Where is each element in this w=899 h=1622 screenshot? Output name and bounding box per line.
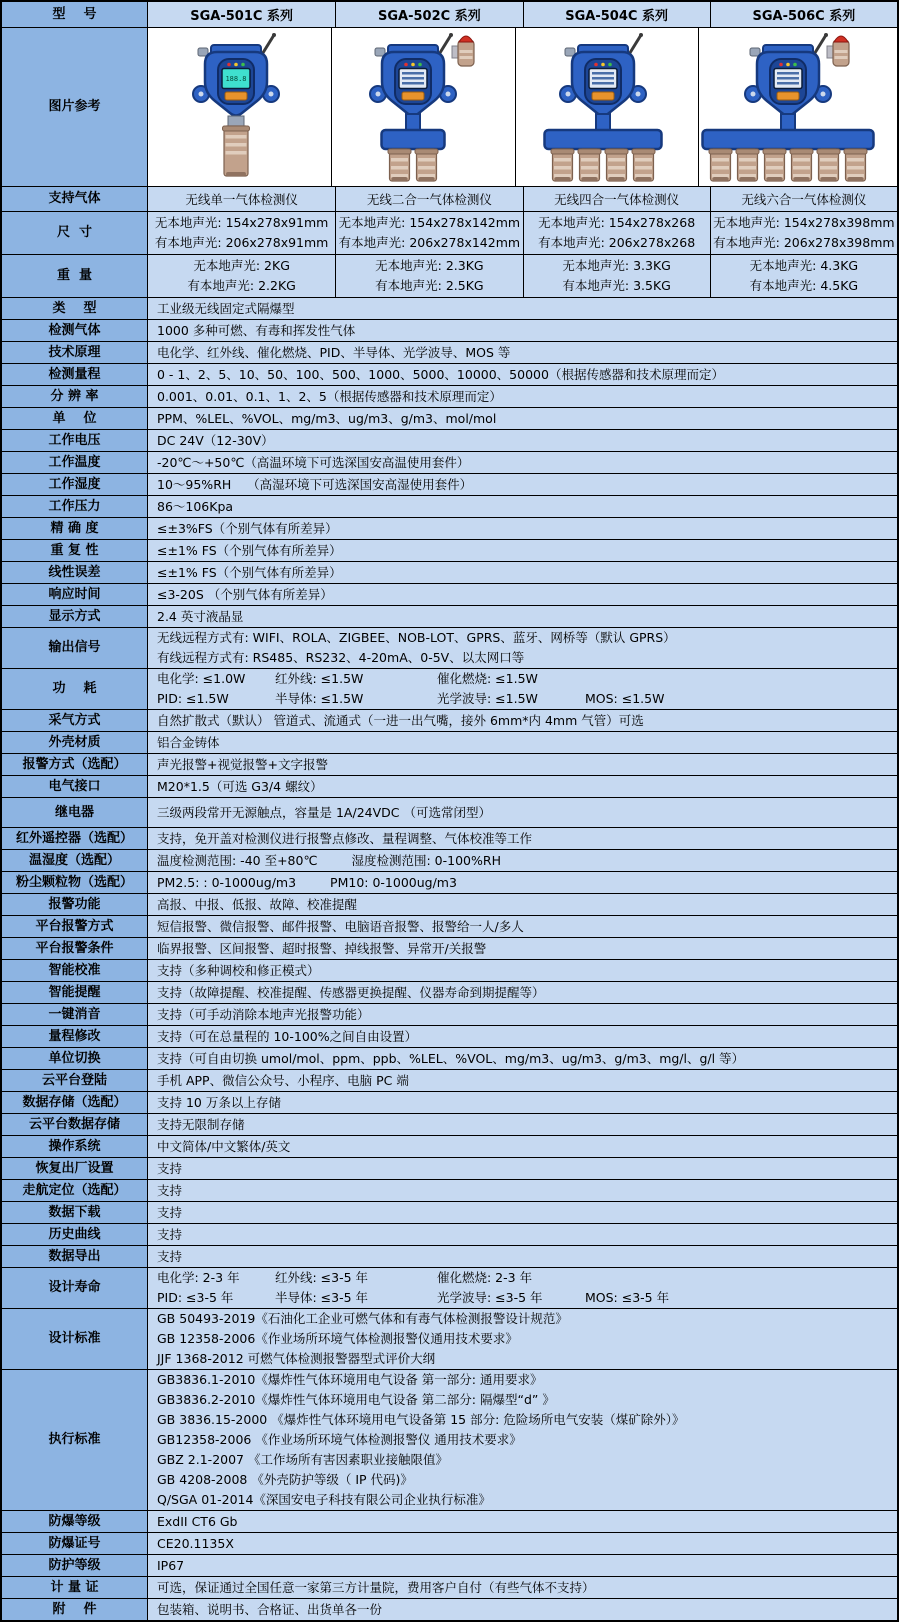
- value-line: [157, 1049, 897, 1069]
- row-power-consumption: [2, 668, 897, 709]
- value-line: [157, 585, 897, 605]
- device-image-sga-506c: [698, 28, 897, 186]
- row-type: [2, 297, 897, 319]
- row-resolution: [2, 385, 897, 407]
- value-line: [157, 409, 897, 429]
- value-line: 有本地声光: 206x278x142mm: [338, 235, 521, 250]
- value-text: 10～95%RH （高湿环境下可选深国安高湿使用套件）: [157, 476, 473, 492]
- row-label-relay: 继电器: [2, 798, 148, 827]
- value-text: GB 12358-2006《作业场所环境气体检测报警仪通用技术要求》: [157, 1331, 518, 1346]
- device-image-sga-504c: [515, 28, 698, 186]
- row-history-curve: [2, 1223, 897, 1245]
- value-text: 红外线: ≤3-5 年: [275, 1270, 369, 1285]
- value-line: [157, 1159, 897, 1179]
- row-data-storage: [2, 1091, 897, 1113]
- row-unit-switch: [2, 1047, 897, 1069]
- value-line: [157, 1203, 897, 1223]
- value-line: [157, 1027, 897, 1047]
- row-label-accuracy: 精 确 度: [2, 518, 148, 539]
- value-text: GB 3836.15-2000 《爆炸性气体环境用电气设备第 15 部分: 危险场所电气安装（煤矿除外）》: [157, 1412, 685, 1427]
- value-text: -20℃～+50℃（高温环境下可选深国安高温使用套件）: [157, 454, 470, 470]
- row-label-design-standard: 设计标准: [2, 1309, 148, 1369]
- row-accessories: [2, 1598, 897, 1620]
- row-label-metrology-cert: 计 量 证: [2, 1577, 148, 1598]
- row-label-unit-switch: 单位切换: [2, 1048, 148, 1069]
- value-line: 无本地声光: 154x278x268: [538, 215, 696, 230]
- value-text: 铝合金铸体: [157, 734, 220, 750]
- value-line: [157, 873, 897, 893]
- value-line: [157, 1470, 897, 1490]
- value-text: GB12358-2006 《作业场所环境气体检测报警仪 通用技术要求》: [157, 1432, 522, 1447]
- row-label-nav-positioning: 走航定位（选配）: [2, 1180, 148, 1201]
- value-text: 有线远程方式有: RS485、RS232、4-20mA、0-5V、以太网口等: [157, 650, 525, 665]
- row-label-type: 类 型: [2, 298, 148, 319]
- row-label-principle: 技术原理: [2, 342, 148, 363]
- model-value: [148, 212, 335, 254]
- row-label-explosion-proof-class: 防爆等级: [2, 1511, 148, 1532]
- model-value: [335, 255, 522, 297]
- value-line: [157, 1430, 897, 1450]
- row-smart-calibration: [2, 959, 897, 981]
- value-line: 无本地声光: 3.3KG: [562, 258, 671, 273]
- model-value: [710, 212, 897, 254]
- row-unit: [2, 407, 897, 429]
- value-line: [157, 1071, 897, 1091]
- value-text: GB3836.1-2010《爆炸性气体环境用电气设备 第一部分: 通用要求》: [157, 1372, 543, 1387]
- row-design-life: [2, 1267, 897, 1308]
- value-text: 支持: [157, 1182, 183, 1198]
- value-line: [157, 1288, 897, 1308]
- row-label-image-reference: 图片参考: [2, 28, 148, 186]
- value-text: 2.4 英寸液晶显: [157, 608, 244, 624]
- row-working-temperature: [2, 451, 897, 473]
- value-line: [157, 1349, 897, 1369]
- model-value: [148, 255, 335, 297]
- row-sampling-mode: [2, 709, 897, 731]
- value-line: 无本地声光: 154x278x398mm: [713, 215, 895, 230]
- value-text: PM2.5: : 0-1000ug/m3: [157, 874, 297, 890]
- value-line: 有本地声光: 3.5KG: [562, 278, 671, 293]
- value-text: CE20.1135X: [157, 1535, 234, 1551]
- value-line: [157, 939, 897, 959]
- row-label-power-consumption: 功 耗: [2, 669, 148, 709]
- value-text: 支持无限制存储: [157, 1116, 245, 1132]
- value-text: 临界报警、区间报警、超时报警、掉线报警、异常开/关报警: [157, 940, 487, 956]
- row-ir-remote: [2, 827, 897, 849]
- row-alarm-mode: [2, 753, 897, 775]
- row-label-smart-calibration: 智能校准: [2, 960, 148, 981]
- row-label-ip-rating: 防护等级: [2, 1555, 148, 1576]
- value-text: 支持: [157, 1248, 183, 1264]
- value-text: ≤±1% FS（个别气体有所差异）: [157, 542, 342, 558]
- value-line: [157, 453, 897, 473]
- value-line: 有本地声光: 206x278x91mm: [154, 235, 329, 250]
- value-line: [157, 431, 897, 451]
- value-line: [157, 755, 897, 775]
- row-working-humidity: [2, 473, 897, 495]
- value-text: M20*1.5（可选 G3/4 螺纹）: [157, 778, 323, 794]
- value-line: [157, 1005, 897, 1025]
- value-line: [157, 563, 897, 583]
- value-line: [157, 917, 897, 937]
- value-text: 工业级无线固定式隔爆型: [157, 300, 295, 316]
- value-text: 温度检测范围: -40 至+80℃: [157, 852, 318, 868]
- value-text: 支持，免开盖对检测仪进行报警点修改、量程调整、气体校准等工作: [157, 830, 533, 846]
- value-line: [157, 803, 897, 823]
- model-value: [335, 212, 522, 254]
- row-label-electrical-interface: 电气接口: [2, 776, 148, 797]
- row-label-linearity-error: 线性误差: [2, 562, 148, 583]
- value-line: [157, 1534, 897, 1554]
- row-label-history-curve: 历史曲线: [2, 1224, 148, 1245]
- value-text: ExdII CT6 Gb: [157, 1513, 238, 1529]
- value-line: [157, 1225, 897, 1245]
- row-label-display-mode: 显示方式: [2, 606, 148, 627]
- row-display-mode: [2, 605, 897, 627]
- value-text: 声光报警+视觉报警+文字报警: [157, 756, 328, 772]
- value-line: [157, 733, 897, 753]
- row-explosion-proof-class: [2, 1510, 897, 1532]
- value-text: 支持（可在总量程的 10-100%之间自由设置）: [157, 1028, 418, 1044]
- value-text: Q/SGA 01-2014《深国安电子科技有限公司企业执行标准》: [157, 1492, 491, 1507]
- value-line: [157, 365, 897, 385]
- device-illustration: [357, 32, 489, 182]
- value-text: 支持（可手动消除本地声光报警功能）: [157, 1006, 370, 1022]
- device-illustration: [521, 32, 693, 182]
- row-repeatability: [2, 539, 897, 561]
- row-label-platform-alarm-mode: 平台报警方式: [2, 916, 148, 937]
- value-line: [157, 1578, 897, 1598]
- row-electrical-interface: [2, 775, 897, 797]
- row-label-execution-standard: 执行标准: [2, 1370, 148, 1510]
- row-detected-gas: [2, 319, 897, 341]
- value-line: [157, 1115, 897, 1135]
- value-line: [157, 1329, 897, 1349]
- value-text: 支持: [157, 1160, 183, 1176]
- row-label-platform-alarm-condition: 平台报警条件: [2, 938, 148, 959]
- value-line: [157, 1309, 897, 1329]
- value-text: 电化学、红外线、催化燃烧、PID、半导体、光学波导、MOS 等: [157, 344, 511, 360]
- value-line: [157, 983, 897, 1003]
- value-line: [157, 851, 897, 871]
- row-label-data-export: 数据导出: [2, 1246, 148, 1267]
- model-value: 无线二合一气体检测仪: [335, 187, 522, 211]
- value-line: [157, 669, 897, 689]
- value-line: 有本地声光: 4.5KG: [749, 278, 859, 293]
- value-text: 半导体: ≤1.5W: [275, 691, 364, 706]
- row-platform-alarm-mode: [2, 915, 897, 937]
- value-line: [157, 628, 897, 648]
- value-line: 有本地声光: 206x278x268: [538, 235, 696, 250]
- row-label-output-signal: 输出信号: [2, 628, 148, 668]
- value-line: [157, 648, 897, 668]
- row-model: [2, 2, 897, 27]
- row-metrology-cert: [2, 1576, 897, 1598]
- model-header: SGA-502C 系列: [335, 2, 522, 27]
- model-header: SGA-504C 系列: [523, 2, 710, 27]
- row-label-cloud-login: 云平台登陆: [2, 1070, 148, 1091]
- row-label-working-pressure: 工作压力: [2, 496, 148, 517]
- row-explosion-proof-cert: [2, 1532, 897, 1554]
- row-label-explosion-proof-cert: 防爆证号: [2, 1533, 148, 1554]
- value-text: 可选，保证通过全国任意一家第三方计量院，费用客户自付（有些气体不支持）: [157, 1579, 595, 1595]
- row-data-download: [2, 1201, 897, 1223]
- model-value: 无线六合一气体检测仪: [710, 187, 897, 211]
- row-label-dust-particles: 粉尘颗粒物（选配）: [2, 872, 148, 893]
- value-text: GBZ 2.1-2007 《工作场所有害因素职业接触限值》: [157, 1452, 448, 1467]
- value-text: 催化燃烧: 2-3 年: [437, 1270, 533, 1285]
- row-label-cloud-storage: 云平台数据存储: [2, 1114, 148, 1135]
- model-header: SGA-501C 系列: [190, 9, 293, 24]
- value-text: IP67: [157, 1557, 185, 1573]
- row-label-working-voltage: 工作电压: [2, 430, 148, 451]
- value-text: 支持（可自由切换 umol/mol、ppm、ppb、%LEL、%VOL、mg/m3、ug/m3、g/m3、mg/l、g/l 等）: [157, 1050, 745, 1066]
- value-text: 光学波导: ≤1.5W: [437, 691, 538, 706]
- value-text: DC 24V（12-30V）: [157, 432, 274, 448]
- value-line: 无本地声光: 2.3KG: [375, 258, 484, 273]
- row-label-dimensions: 尺 寸: [2, 212, 148, 254]
- value-text: 无线远程方式有: WIFI、ROLA、ZIGBEE、NOB-LOT、GPRS、蓝牙、网桥等（默认 GPRS）: [157, 630, 676, 645]
- row-label-data-storage: 数据存储（选配）: [2, 1092, 148, 1113]
- row-label-alarm-mode: 报警方式（选配）: [2, 754, 148, 775]
- value-line: 有本地声光: 2.5KG: [375, 278, 484, 293]
- row-principle: [2, 341, 897, 363]
- row-factory-reset: [2, 1157, 897, 1179]
- row-accuracy: [2, 517, 897, 539]
- value-text: PID: ≤1.5W: [157, 691, 229, 706]
- value-line: 有本地声光: 2.2KG: [187, 278, 296, 293]
- value-line: [157, 895, 897, 915]
- row-label-response-time: 响应时间: [2, 584, 148, 605]
- row-label-range-modify: 量程修改: [2, 1026, 148, 1047]
- value-line: [157, 475, 897, 495]
- value-text: ≤±3%FS（个别气体有所差异）: [157, 520, 338, 536]
- value-line: [157, 1268, 897, 1288]
- value-text: 0.001、0.01、0.1、1、2、5（根据传感器和技术原理而定）: [157, 388, 502, 404]
- value-text: 电化学: ≤1.0W: [157, 671, 246, 686]
- row-output-signal: [2, 627, 897, 668]
- value-text: 电化学: 2-3 年: [157, 1270, 240, 1285]
- row-range: [2, 363, 897, 385]
- value-text: PM10: 0-1000ug/m3: [330, 874, 457, 890]
- value-text: 支持: [157, 1226, 183, 1242]
- value-text: GB 50493-2019《石油化工企业可燃气体和有毒气体检测报警设计规范》: [157, 1311, 568, 1326]
- row-label-sampling-mode: 采气方式: [2, 710, 148, 731]
- model-value: [523, 255, 710, 297]
- row-label-accessories: 附 件: [2, 1599, 148, 1620]
- row-label-working-humidity: 工作湿度: [2, 474, 148, 495]
- row-response-time: [2, 583, 897, 605]
- row-cloud-storage: [2, 1113, 897, 1135]
- value-text: 中文简体/中文繁体/英文: [157, 1138, 291, 1154]
- value-line: [157, 343, 897, 363]
- row-label-repeatability: 重 复 性: [2, 540, 148, 561]
- row-working-voltage: [2, 429, 897, 451]
- value-text: 光学波导: ≤3-5 年: [437, 1290, 543, 1305]
- value-text: ≤3-20S （个别气体有所差异）: [157, 586, 333, 602]
- value-text: 催化燃烧: ≤1.5W: [437, 671, 538, 686]
- value-text: PID: ≤3-5 年: [157, 1290, 234, 1305]
- value-text: 自然扩散式（默认） 管道式、流通式（一进一出气嘴，接外 6mm*内 4mm 气管）可选: [157, 712, 644, 728]
- value-line: [157, 321, 897, 341]
- row-label-supported-gas: 支持气体: [2, 187, 148, 211]
- model-header: SGA-506C 系列: [710, 2, 897, 27]
- value-text: 86～106Kpa: [157, 498, 234, 514]
- row-one-key-mute: [2, 1003, 897, 1025]
- row-range-modify: [2, 1025, 897, 1047]
- value-text: 支持（多种调校和修正模式）: [157, 962, 320, 978]
- device-illustration: [699, 32, 897, 182]
- value-text: 0 - 1、2、5、10、50、100、500、1000、5000、10000、50000（根据传感器和技术原理而定）: [157, 366, 724, 382]
- value-line: 有本地声光: 206x278x398mm: [713, 235, 895, 250]
- value-text: 红外线: ≤1.5W: [275, 671, 364, 686]
- value-line: [157, 1370, 897, 1390]
- value-text: 三级两段常开无源触点，容量是 1A/24VDC （可选常闭型）: [157, 804, 491, 820]
- model-value: 无线单一气体检测仪: [185, 192, 298, 207]
- value-line: [157, 1390, 897, 1410]
- row-label-operating-system: 操作系统: [2, 1136, 148, 1157]
- value-text: 支持（故障提醒、校准提醒、传感器更换提醒、仪器寿命到期提醒等）: [157, 984, 545, 1000]
- row-relay: [2, 797, 897, 827]
- value-text: 半导体: ≤3-5 年: [275, 1290, 369, 1305]
- value-text: 支持 10 万条以上存储: [157, 1094, 281, 1110]
- device-image-sga-501c: [148, 28, 331, 186]
- value-text: 1000 多种可燃、有毒和挥发性气体: [157, 322, 356, 338]
- value-text: 湿度检测范围: 0-100%RH: [351, 852, 501, 868]
- row-label-housing-material: 外壳材质: [2, 732, 148, 753]
- row-image-reference: [2, 27, 897, 186]
- row-label-alarm-function: 报警功能: [2, 894, 148, 915]
- value-line: [157, 1247, 897, 1267]
- value-line: [157, 829, 897, 849]
- value-line: [157, 689, 897, 709]
- value-line: [157, 1512, 897, 1532]
- model-value: 无线四合一气体检测仪: [523, 187, 710, 211]
- value-text: MOS: ≤1.5W: [585, 691, 665, 706]
- value-line: [157, 1490, 897, 1510]
- row-label-resolution: 分 辨 率: [2, 386, 148, 407]
- value-text: 高报、中报、低报、故障、校准提醒: [157, 896, 358, 912]
- row-smart-reminder: [2, 981, 897, 1003]
- row-linearity-error: [2, 561, 897, 583]
- row-dimensions: [2, 211, 897, 254]
- model-value: [710, 255, 897, 297]
- row-label-weight: 重 量: [2, 255, 148, 297]
- row-label-temp-humidity-option: 温湿度（选配）: [2, 850, 148, 871]
- row-label-unit: 单 位: [2, 408, 148, 429]
- value-line: [157, 1181, 897, 1201]
- value-text: 手机 APP、微信公众号、小程序、电脑 PC 端: [157, 1072, 409, 1088]
- device-illustration: [180, 32, 300, 182]
- row-platform-alarm-condition: [2, 937, 897, 959]
- value-line: [157, 711, 897, 731]
- device-image-sga-502c: [331, 28, 514, 186]
- value-text: ≤±1% FS（个别气体有所差异）: [157, 564, 342, 580]
- row-dust-particles: [2, 871, 897, 893]
- value-line: 无本地声光: 154x278x142mm: [338, 215, 521, 230]
- row-housing-material: [2, 731, 897, 753]
- value-text: PPM、%LEL、%VOL、mg/m3、ug/m3、g/m3、mol/mol: [157, 410, 497, 426]
- svg-text:188.8: 188.8: [225, 75, 247, 83]
- row-design-standard: [2, 1308, 897, 1369]
- value-line: [157, 607, 897, 627]
- value-line: 无本地声光: 154x278x91mm: [154, 215, 329, 230]
- row-label-detected-gas: 检测气体: [2, 320, 148, 341]
- row-label-factory-reset: 恢复出厂设置: [2, 1158, 148, 1179]
- value-line: 无本地声光: 2KG: [193, 258, 290, 273]
- row-alarm-function: [2, 893, 897, 915]
- row-ip-rating: [2, 1554, 897, 1576]
- row-label-ir-remote: 红外遥控器（选配）: [2, 828, 148, 849]
- row-label-model: 型 号: [2, 2, 148, 27]
- row-label-data-download: 数据下载: [2, 1202, 148, 1223]
- value-line: [157, 961, 897, 981]
- value-line: [157, 1093, 897, 1113]
- row-label-one-key-mute: 一键消音: [2, 1004, 148, 1025]
- value-line: [157, 1410, 897, 1430]
- value-line: [157, 1600, 897, 1620]
- value-line: [157, 1137, 897, 1157]
- value-line: [157, 777, 897, 797]
- value-line: [157, 519, 897, 539]
- value-line: [157, 1556, 897, 1576]
- row-supported-gas: [2, 186, 897, 211]
- row-label-smart-reminder: 智能提醒: [2, 982, 148, 1003]
- row-label-working-temperature: 工作温度: [2, 452, 148, 473]
- value-line: 无本地声光: 4.3KG: [749, 258, 859, 273]
- value-text: GB3836.2-2010《爆炸性气体环境用电气设备 第二部分: 隔爆型“d” 》: [157, 1392, 555, 1407]
- model-value: [523, 212, 710, 254]
- row-cloud-login: [2, 1069, 897, 1091]
- row-working-pressure: [2, 495, 897, 517]
- value-line: [157, 1450, 897, 1470]
- value-text: MOS: ≤3-5 年: [585, 1290, 670, 1305]
- value-line: [157, 387, 897, 407]
- row-execution-standard: [2, 1369, 897, 1510]
- value-line: [157, 541, 897, 561]
- value-text: 短信报警、微信报警、邮件报警、电脑语音报警、报警给一人/多人: [157, 918, 524, 934]
- row-data-export: [2, 1245, 897, 1267]
- value-line: [157, 299, 897, 319]
- row-operating-system: [2, 1135, 897, 1157]
- value-text: 包装箱、说明书、合格证、出货单各一份: [157, 1601, 383, 1617]
- row-weight: [2, 254, 897, 297]
- value-text: GB 4208-2008 《外壳防护等级（ IP 代码)》: [157, 1472, 413, 1487]
- value-text: JJF 1368-2012 可燃气体检测报警器型式评价大纲: [157, 1351, 436, 1366]
- row-nav-positioning: [2, 1179, 897, 1201]
- row-temp-humidity-option: [2, 849, 897, 871]
- row-label-range: 检测量程: [2, 364, 148, 385]
- value-text: 支持: [157, 1204, 183, 1220]
- value-line: [157, 497, 897, 517]
- row-label-design-life: 设计寿命: [2, 1268, 148, 1308]
